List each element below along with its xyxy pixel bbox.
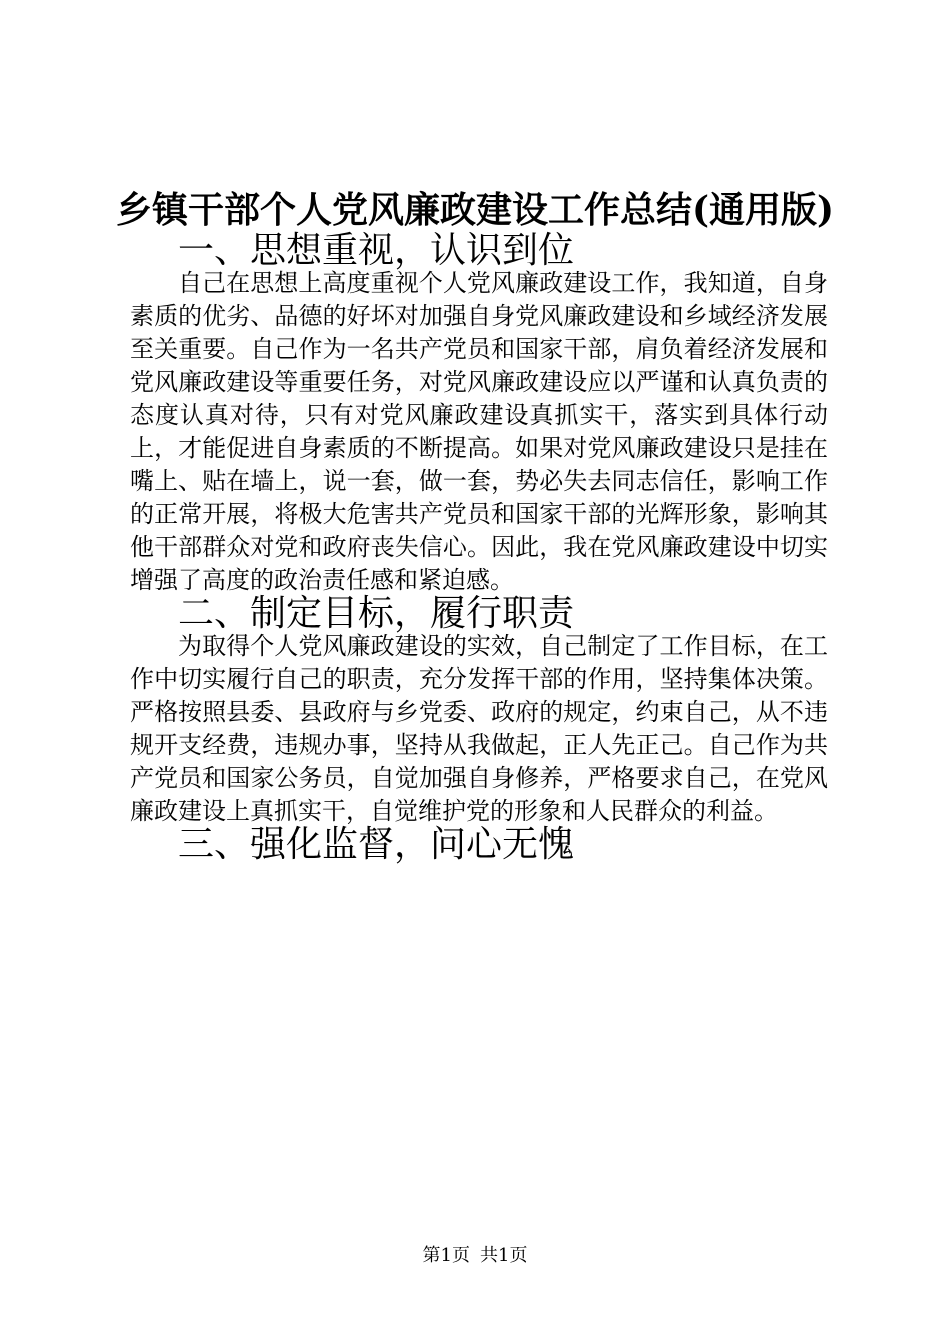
page-footer [0,1244,950,1268]
page-total: 共1页 [480,1245,528,1266]
section-paragraph: 为取得个人党风廉政建设的实效，自己制定了工作目标，在工作中切实履行自己的职责，充分发挥干部的作用，坚持集体决策。严格按照县委、县政府与乡党委、政府的规定，约束自己，从不违规开支经费，违规办事，坚持从我做起，正人先正己。自己作为共产党员和国家公务员，自觉加强自身修养，严格要求自己，在党风廉政建设上真抓实干，自觉维护党的形象和人民群众的利益。 [130,632,828,825]
document-body [130,230,828,865]
document-title: 乡镇干部个人党风廉政建设工作总结(通用版) [115,189,835,231]
section-heading: 一、思想重视，认识到位 [178,230,575,271]
section-paragraph: 自己在思想上高度重视个人党风廉政建设工作，我知道，自身素质的优劣、品德的好坏对加强自身党风廉政建设和乡域经济发展至关重要。自己作为一名共产党员和国家干部，肩负着经济发展和党风廉政建设等重要任务，对党风廉政建设应以严谨和认真负责的态度认真对待，只有对党风廉政建设真抓实干，落实到具体行动上，才能促进自身素质的不断提高。如果对党风廉政建设只是挂在嘴上、贴在墙上，说一套，做一套，势必失去同志信任，影响工作的正常开展，将极大危害共产党员和国家干部的光辉形象，影响其他干部群众对党和政府丧失信心。因此，我在党风廉政建设中切实增强了高度的政治责任感和紧迫感。 [130,269,828,594]
section-heading: 二、制定目标，履行职责 [178,593,575,634]
section-heading: 三、强化监督，问心无愧 [178,824,575,865]
page-number: 第1页 [422,1245,470,1266]
